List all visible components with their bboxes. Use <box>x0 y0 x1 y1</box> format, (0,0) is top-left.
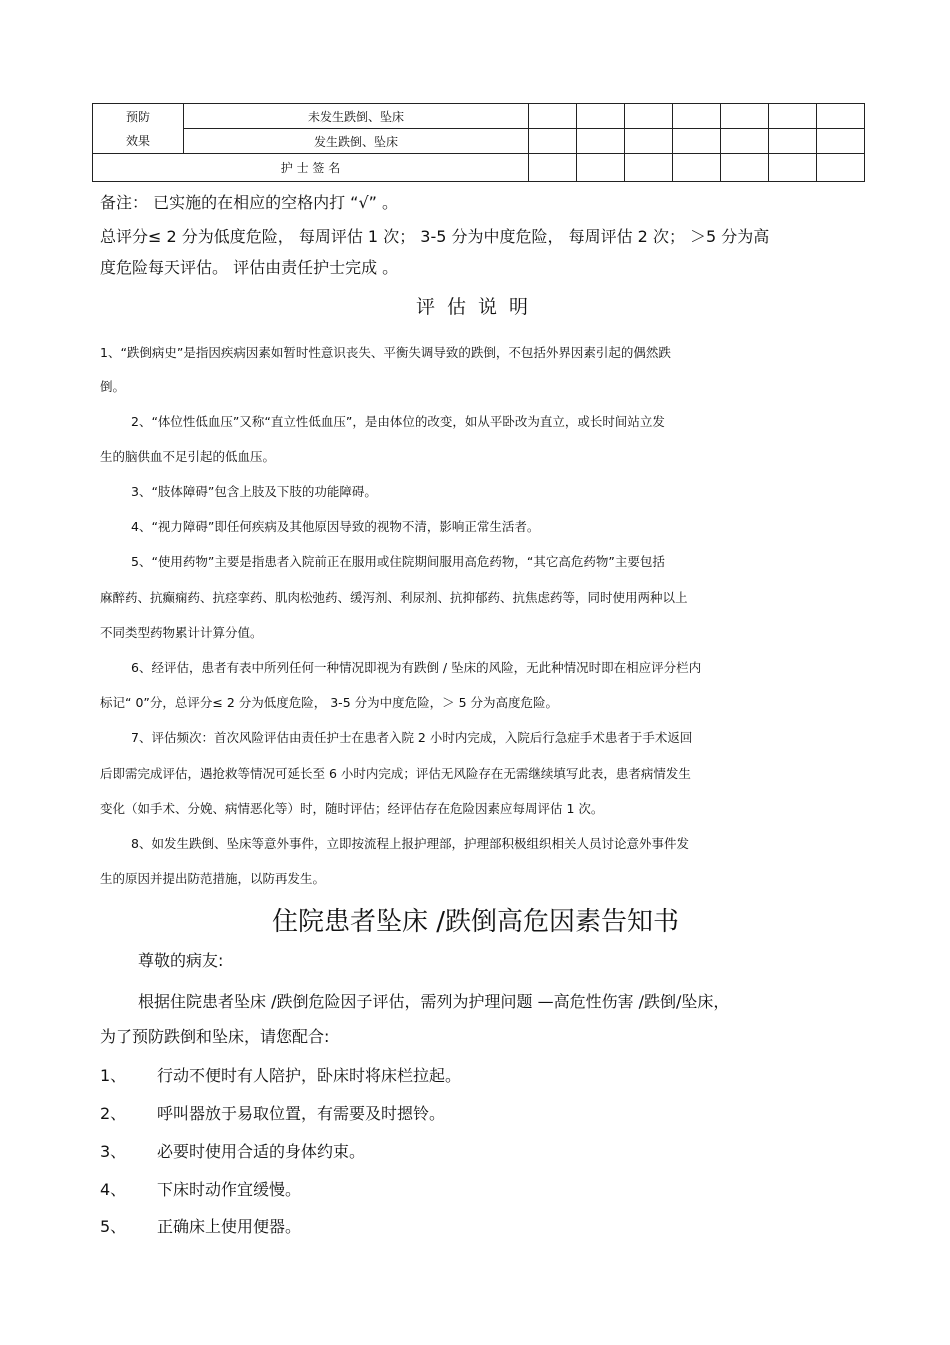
check-cell[interactable] <box>817 129 865 154</box>
notice-intro-line2: 为了预防跌倒和坠床，请您配合: <box>100 1027 330 1046</box>
instruction-line: 1、“跌倒病史”是指因疾病因素如暂时性意识丧失、平衡失调导致的跌倒，不包括外界因素引起的偶然跌 <box>100 345 671 360</box>
signature-cell[interactable] <box>529 154 577 182</box>
signature-cell[interactable] <box>769 154 817 182</box>
nurse-signature-label: 护 士 签 名 <box>93 154 529 182</box>
notice-item-text: 呼叫器放于易取位置，有需要及时摁铃。 <box>157 1104 446 1123</box>
check-cell[interactable] <box>577 104 625 129</box>
notice-item-number: 3、 <box>100 1142 127 1161</box>
instruction-line: 7、评估频次：首次风险评估由责任护士在患者入院 2 小时内完成，入院后行急症手术患者于手术返回 <box>131 730 693 745</box>
prevention-effect-table <box>92 103 865 182</box>
check-cell[interactable] <box>769 129 817 154</box>
signature-cell[interactable] <box>625 154 673 182</box>
instruction-line: 变化（如手术、分娩、病情恶化等）时，随时评估；经评估存在危险因素应每周评估 1 次。 <box>100 801 604 816</box>
instruction-line: 标记“ 0”分，总评分≤ 2 分为低度危险， 3-5 分为中度危险，＞ 5 分为高度危险。 <box>100 695 559 710</box>
notice-item-number: 2、 <box>100 1104 127 1123</box>
instruction-line: 2、“体位性低血压”又称“直立性低血压”，是由体位的改变，如从平卧改为直立，或长时间站立发 <box>131 414 665 429</box>
remark-scoring-line2: 度危险每天评估。 评估由责任护士完成 。 <box>100 258 399 277</box>
prevention-effect-group-label <box>93 104 184 154</box>
check-cell[interactable] <box>817 104 865 129</box>
instruction-line: 8、如发生跌倒、坠床等意外事件，立即按流程上报护理部，护理部积极组织相关人员讨论意外事件发 <box>131 836 689 851</box>
notice-greeting: 尊敬的病友: <box>138 951 224 970</box>
notice-item-text: 正确床上使用便器。 <box>157 1217 302 1236</box>
notice-item-number: 1、 <box>100 1066 127 1085</box>
instruction-line: 5、“使用药物”主要是指患者入院前正在服用或住院期间服用高危药物，“其它高危药物”主要包括 <box>131 554 665 569</box>
instruction-line: 麻醉药、抗癫痫药、抗痉挛药、肌肉松弛药、缓泻剂、利尿剂、抗抑郁药、抗焦虑药等，同时使用两种以上 <box>100 590 688 605</box>
check-cell[interactable] <box>769 104 817 129</box>
check-cell[interactable] <box>529 129 577 154</box>
notice-item-text: 下床时动作宜缓慢。 <box>157 1180 302 1199</box>
signature-cell[interactable] <box>673 154 721 182</box>
check-cell[interactable] <box>673 129 721 154</box>
notice-item-text: 行动不便时有人陪护，卧床时将床栏拉起。 <box>157 1066 462 1085</box>
table-row <box>93 154 865 182</box>
table-row <box>93 104 865 129</box>
signature-cell[interactable] <box>577 154 625 182</box>
remark-scoring-line1: 总评分≤ 2 分为低度危险， 每周评估 1 次； 3-5 分为中度危险， 每周评估 2 次； ＞5 分为高 <box>100 227 770 246</box>
signature-cell[interactable] <box>721 154 769 182</box>
notice-intro-line1: 根据住院患者坠床 /跌倒危险因子评估，需列为护理问题 —高危性伤害 /跌倒/坠床， <box>138 992 730 1011</box>
notice-item-number: 4、 <box>100 1180 127 1199</box>
check-cell[interactable] <box>673 104 721 129</box>
check-cell[interactable] <box>529 104 577 129</box>
table-row <box>93 129 865 154</box>
group-label-line1: 预防 <box>125 109 150 124</box>
check-cell[interactable] <box>721 104 769 129</box>
notice-title: 住院患者坠床 /跌倒高危因素告知书 <box>272 907 680 937</box>
group-label-line2: 效果 <box>125 133 150 148</box>
instruction-line: 4、“视力障碍”即任何疾病及其他原因导致的视物不清，影响正常生活者。 <box>131 519 540 534</box>
instructions-title: 评估说明 <box>416 296 541 318</box>
check-cell[interactable] <box>577 129 625 154</box>
signature-cell[interactable] <box>817 154 865 182</box>
notice-item-text: 必要时使用合适的身体约束。 <box>157 1142 366 1161</box>
row-label-fall: 发生跌倒、坠床 <box>184 129 529 154</box>
instruction-line: 生的脑供血不足引起的低血压。 <box>100 449 276 464</box>
instruction-line: 不同类型药物累计计算分值。 <box>100 625 263 640</box>
check-cell[interactable] <box>625 104 673 129</box>
remark-note: 备注： 已实施的在相应的空格内打 “√” 。 <box>100 193 399 212</box>
check-cell[interactable] <box>721 129 769 154</box>
instruction-line: 生的原因并提出防范措施，以防再发生。 <box>100 871 326 886</box>
check-cell[interactable] <box>625 129 673 154</box>
instruction-line: 倒。 <box>100 379 126 394</box>
instruction-line: 后即需完成评估，遇抢救等情况可延长至 6 小时内完成；评估无风险存在无需继续填写此表，患者病情发生 <box>100 766 691 781</box>
row-label-no-fall: 未发生跌倒、坠床 <box>184 104 529 129</box>
instruction-line: 6、经评估，患者有表中所列任何一种情况即视为有跌倒 / 坠床的风险，无此种情况时即在相应评分栏内 <box>131 660 702 675</box>
instruction-line: 3、“肢体障碍”包含上肢及下肢的功能障碍。 <box>131 484 377 499</box>
notice-item-number: 5、 <box>100 1217 127 1236</box>
